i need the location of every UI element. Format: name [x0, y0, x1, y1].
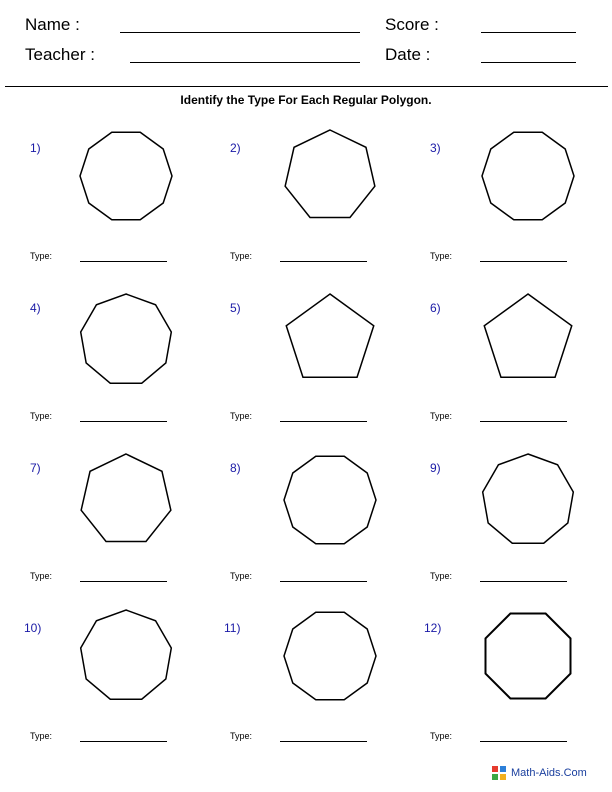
problem-number: 7): [30, 461, 41, 475]
type-label: Type:: [30, 411, 53, 421]
polygon-figure: [275, 445, 385, 555]
score-label: Score :: [385, 15, 439, 34]
problem-number: 3): [430, 141, 441, 155]
type-label: Type:: [230, 571, 253, 581]
type-label: Type:: [430, 571, 453, 581]
polygon-figure: [71, 601, 181, 711]
name-field[interactable]: [120, 32, 360, 33]
teacher-field[interactable]: [130, 62, 360, 63]
type-answer-field[interactable]: [280, 421, 367, 422]
problem-number: 2): [230, 141, 241, 155]
polygon-shape: [484, 294, 572, 377]
problem-number: 11): [224, 621, 241, 635]
header-divider: [5, 86, 608, 87]
type-label: Type:: [230, 251, 253, 261]
type-answer-field[interactable]: [80, 741, 167, 742]
logo-grid-icon: [491, 765, 507, 781]
type-answer-field[interactable]: [80, 421, 167, 422]
problem-number: 9): [430, 461, 441, 475]
problem-number: 1): [30, 141, 41, 155]
type-answer-field[interactable]: [480, 581, 567, 582]
type-answer-field[interactable]: [280, 741, 367, 742]
type-label: Type:: [30, 571, 53, 581]
polygon-figure: [71, 445, 181, 555]
polygon-figure: [473, 285, 583, 395]
type-label: Type:: [30, 251, 53, 261]
type-answer-field[interactable]: [480, 421, 567, 422]
type-label: Type:: [30, 731, 53, 741]
polygon-figure: [71, 285, 181, 395]
problem-number: 12): [424, 621, 442, 635]
type-answer-field[interactable]: [480, 261, 567, 262]
type-answer-field[interactable]: [280, 261, 367, 262]
polygon-figure: [275, 601, 385, 711]
problem-number: 5): [230, 301, 241, 315]
type-label: Type:: [430, 251, 453, 261]
polygon-shape: [284, 612, 376, 700]
problem-number: 6): [430, 301, 441, 315]
type-answer-field[interactable]: [280, 581, 367, 582]
polygon-shape: [81, 294, 172, 383]
polygon-figure: [275, 285, 385, 395]
problem-number: 4): [30, 301, 41, 315]
type-answer-field[interactable]: [80, 261, 167, 262]
polygon-shape: [482, 132, 574, 220]
name-label: Name :: [25, 15, 80, 34]
teacher-label: Teacher :: [25, 45, 95, 64]
problem-number: 8): [230, 461, 241, 475]
math-aids-logo: [491, 765, 587, 781]
polygon-figure: [473, 445, 583, 555]
type-label: Type:: [430, 411, 453, 421]
date-label: Date :: [385, 45, 431, 64]
worksheet-title: Identify the Type For Each Regular Polygon.: [180, 93, 432, 107]
polygon-shape: [81, 610, 172, 699]
polygon-shape: [286, 294, 374, 377]
type-label: Type:: [230, 411, 253, 421]
polygon-shape: [285, 130, 375, 217]
polygon-shape: [284, 456, 376, 544]
score-field[interactable]: [481, 32, 576, 33]
type-answer-field[interactable]: [480, 741, 567, 742]
problem-number: 10): [24, 621, 42, 635]
date-field[interactable]: [481, 62, 576, 63]
polygon-figure: [275, 121, 385, 231]
brand-text: Math-Aids.Com: [511, 767, 587, 779]
polygon-figure: [473, 121, 583, 231]
polygon-shape: [81, 454, 171, 541]
type-answer-field[interactable]: [80, 581, 167, 582]
polygon-shape: [486, 614, 571, 699]
polygon-figure: [71, 121, 181, 231]
polygon-figure: [473, 601, 583, 711]
type-label: Type:: [230, 731, 253, 741]
polygon-shape: [80, 132, 172, 220]
polygon-shape: [483, 454, 574, 543]
type-label: Type:: [430, 731, 453, 741]
